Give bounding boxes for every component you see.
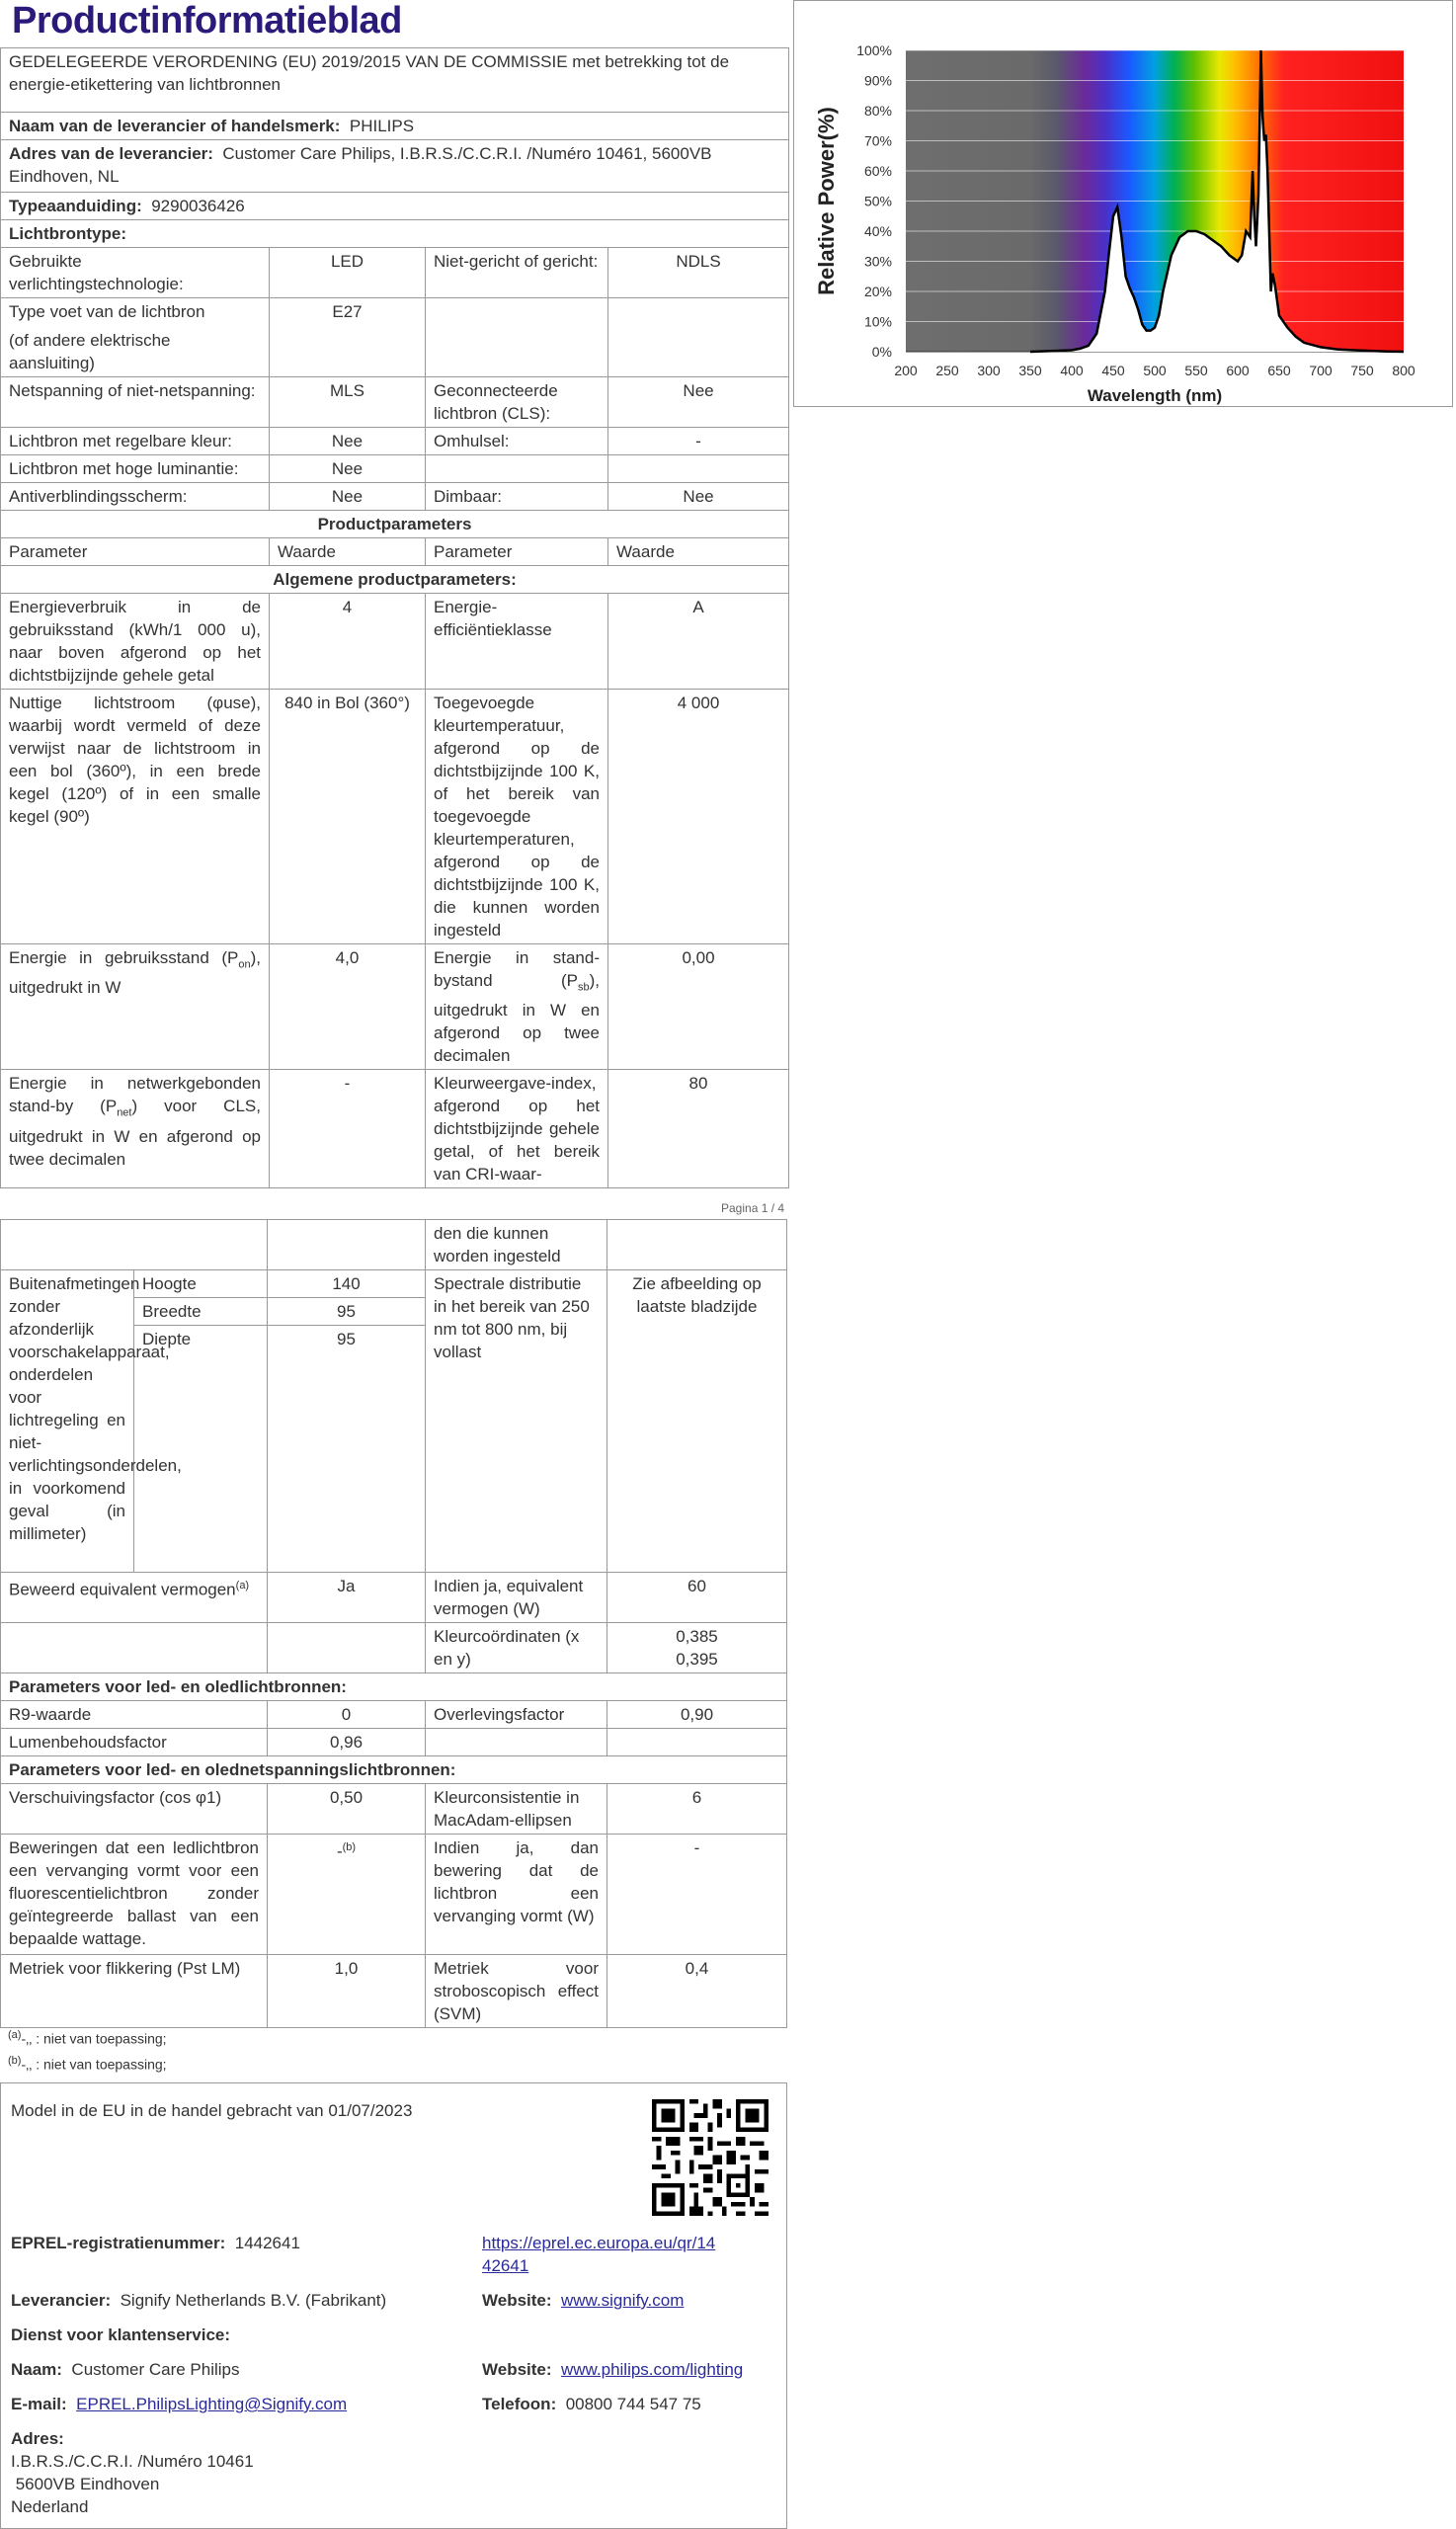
height-label: Hoogte (134, 1270, 268, 1298)
empty-cell (608, 455, 789, 483)
cosphi-value: 0,50 (268, 1784, 426, 1835)
x-tick-label: 400 (1060, 363, 1084, 378)
supplier-value: Signify Netherlands B.V. (Fabrikant) (120, 2291, 387, 2310)
macadam-label: Kleurconsistentie in MacAdam-ellipsen (426, 1784, 607, 1835)
envelope-label: Omhulsel: (426, 428, 608, 455)
pnet-label (1, 1070, 270, 1188)
empty-cell (1, 1623, 268, 1673)
eprel-value: 1442641 (234, 2234, 300, 2252)
dims-label: Buitenafmetingen zonder afzonderlijk voorschakelapparaat, onderdelen voor lichtregeling en niet-verlichtingsonderdelen, in voorkomend geval (in millimeter) (1, 1270, 134, 1573)
empty-cell (607, 1220, 787, 1270)
email-label: E-mail: (11, 2395, 67, 2413)
page-number: Pagina 1 / 4 (721, 1201, 785, 1215)
product-params-heading: Productparameters (1, 511, 789, 538)
psb-sub: sb (577, 981, 590, 994)
col-header-param: Parameter (426, 538, 608, 566)
supplier-name-row (1, 113, 789, 140)
led-mains-params-heading: Parameters voor led- en olednetspanningslichtbronnen: (1, 1756, 787, 1784)
email-link[interactable]: EPREL.PhilipsLighting@Signify.com (76, 2395, 348, 2413)
dimmable-label: Dimbaar: (426, 483, 608, 511)
connected-label: Geconnecteerde lichtbron (CLS): (426, 377, 608, 428)
footnote-a-text: -‚‚ : niet van toepassing; (21, 2030, 167, 2047)
pnet-label-a: Energie in netwerkgebonden stand-by (P (9, 1074, 261, 1116)
replace-label: Beweringen dat een ledlichtbron een vervanging vormt voor een fluorescentielichtbron zonder geïntegreerde ballast van een bepaalde wattage. (1, 1835, 268, 1955)
empty-cell (607, 1729, 787, 1756)
y-tick-label: 40% (863, 223, 892, 239)
depth-label: Diepte (134, 1326, 268, 1573)
footnote-b-sup: (b) (8, 2055, 22, 2067)
x-tick-label: 750 (1350, 363, 1374, 378)
general-params-heading: Algemene productparameters: (1, 566, 789, 594)
x-tick-label: 450 (1101, 363, 1125, 378)
depth-value: 95 (268, 1326, 426, 1573)
y-tick-label: 90% (863, 72, 892, 89)
address-line-2: 5600VB Eindhoven (11, 2475, 160, 2493)
cap-label-cell (1, 298, 270, 377)
flux-label: Nuttige lichtstroom (φuse), waarbij wordt vermeld of deze verwijst naar de lichtstroom in een bol (360º), in een brede kegel (120º) of in een smalle kegel (90º) (1, 690, 270, 944)
strobo-label: Metriek voor stroboscopisch effect (SVM) (426, 1955, 607, 2028)
r9-label: R9-waarde (1, 1701, 268, 1729)
pon-sub: on (238, 958, 251, 971)
cap-value: E27 (270, 298, 426, 377)
x-tick-label: 650 (1267, 363, 1291, 378)
empty-cell (608, 298, 789, 377)
spd-label: Spectrale distributie in het bereik van 250 nm tot 800 nm, bij vollast (426, 1270, 607, 1573)
phone-label: Telefoon: (482, 2395, 557, 2413)
col-header-value: Waarde (270, 538, 426, 566)
y-tick-label: 30% (863, 253, 892, 270)
chroma-y: 0,395 (676, 1650, 718, 1669)
y-tick-label: 100% (856, 42, 892, 58)
cri-label-a: Kleurweergave-index, afgerond op het dichtstbijzijnde gehele getal, of het bereik van CRI-waar- (426, 1070, 608, 1188)
survival-value: 0,90 (607, 1701, 787, 1729)
model-value: 9290036426 (151, 197, 245, 215)
equiv-sup: (a) (235, 1580, 250, 1591)
psb-label-a: Energie in stand-bystand (P (434, 948, 600, 990)
lumen-label: Lumenbehoudsfactor (1, 1729, 268, 1756)
regulation-text: GEDELEGEERDE VERORDENING (EU) 2019/2015 VAN DE COMMISSIE met betrekking tot de energie-etikettering van lichtbronnen (1, 48, 789, 113)
pon-label-b: ), uitgedrukt in W (9, 948, 261, 998)
eprel-url[interactable] (482, 2232, 715, 2277)
chroma-x: 0,385 (676, 1627, 718, 1646)
y-axis-label: Relative Power(%) (814, 107, 839, 295)
supplier-address-value: Customer Care Philips, I.B.R.S./C.C.R.I. /Numéro 10461, 5600VB Eindhoven, NL (9, 144, 712, 186)
eclass-label: Energie-efficiëntieklasse (426, 594, 608, 690)
pnet-label-b: ) voor CLS, uitgedrukt in W en afgerond op twee decimalen (9, 1097, 261, 1169)
eprel-label: EPREL-registratienummer: (11, 2234, 226, 2252)
empty-cell (268, 1623, 426, 1673)
pnet-value: - (270, 1070, 426, 1188)
replace-value (268, 1835, 426, 1955)
y-tick-label: 0% (871, 344, 892, 360)
anti-glare-label: Antiverblindingsscherm: (1, 483, 270, 511)
x-tick-label: 500 (1143, 363, 1167, 378)
tech-label: Gebruikte verlichtingstechnologie: (1, 248, 270, 298)
directional-value: NDLS (608, 248, 789, 298)
equiv-w-label: Indien ja, equivalent vermogen (W) (426, 1573, 607, 1623)
empty-cell (1, 1220, 268, 1270)
psb-label-b: ), uitgedrukt in W en afgerond op twee decimalen (434, 971, 600, 1066)
colour-tunable-value: Nee (270, 428, 426, 455)
footnote-b (8, 2055, 167, 2073)
y-tick-label: 50% (863, 193, 892, 209)
equiv-label-text: Beweerd equivalent vermogen (9, 1580, 236, 1599)
r9-value: 0 (268, 1701, 426, 1729)
address-line-1: I.B.R.S./C.C.R.I. /Numéro 10461 (11, 2452, 254, 2471)
supplier-address-row (1, 140, 789, 193)
x-tick-label: 550 (1184, 363, 1208, 378)
energy-value: 4 (270, 594, 426, 690)
x-tick-label: 300 (977, 363, 1001, 378)
website2-label: Website: (482, 2360, 552, 2379)
cri-value: 80 (608, 1070, 789, 1188)
header-table (0, 47, 789, 1188)
model-label: Typeaanduiding: (9, 197, 142, 215)
connected-value: Nee (608, 377, 789, 428)
cap-sub-label: (of andere elektrische aansluiting) (9, 331, 171, 372)
chroma-label: Kleurcoördinaten (x en y) (426, 1623, 607, 1673)
energy-label: Energieverbruik in de gebruiksstand (kWh/1 000 u), naar boven afgerond op het dichtstbijzijnde gehele getal (1, 594, 270, 690)
footnote-a-sup: (a) (8, 2029, 22, 2041)
phone-row (482, 2393, 701, 2415)
psb-label (426, 944, 608, 1070)
colour-tunable-label: Lichtbron met regelbare kleur: (1, 428, 270, 455)
directional-label: Niet-gericht of gericht: (426, 248, 608, 298)
empty-cell (426, 455, 608, 483)
cct-label: Toegevoegde kleurtemperatuur, afgerond op de dichtstbijzijnde 100 K, of het bereik van toegevoegde kleurtemperaturen, afgerond op de dichtstbijzijnde 100 K, die kunnen worden ingesteld (426, 690, 608, 944)
website-link[interactable]: www.signify.com (561, 2291, 685, 2310)
replace-w-label: Indien ja, dan bewering dat de lichtbron een vervanging vormt (W) (426, 1835, 607, 1955)
name-row (11, 2358, 239, 2381)
footnote-b-text: -‚‚ : niet van toepassing; (21, 2056, 167, 2073)
x-tick-label: 800 (1392, 363, 1416, 378)
cosphi-label: Verschuivingsfactor (cos φ1) (1, 1784, 268, 1835)
high-lum-value: Nee (270, 455, 426, 483)
pnet-sub: net (117, 1106, 132, 1119)
cap-label: Type voet van de lichtbron (9, 302, 205, 321)
x-tick-label: 250 (935, 363, 959, 378)
empty-cell (426, 1729, 607, 1756)
col-header-value: Waarde (608, 538, 789, 566)
dimmable-value: Nee (608, 483, 789, 511)
mains-value: MLS (270, 377, 426, 428)
y-tick-label: 80% (863, 103, 892, 119)
cct-value: 4 000 (608, 690, 789, 944)
phone-value: 00800 744 547 75 (565, 2395, 701, 2413)
spectrum-chart (794, 1, 1452, 406)
survival-label: Overlevingsfactor (426, 1701, 607, 1729)
eprel-row (11, 2232, 300, 2254)
x-tick-label: 200 (894, 363, 918, 378)
address-line-3: Nederland (11, 2497, 89, 2516)
x-axis-label: Wavelength (nm) (1087, 386, 1223, 405)
website2-row (482, 2358, 743, 2381)
empty-cell (426, 298, 608, 377)
name-value: Customer Care Philips (71, 2360, 240, 2379)
website-label: Website: (482, 2291, 552, 2310)
replace-w-value: - (607, 1835, 787, 1955)
spectrum-chart-panel (793, 0, 1453, 407)
flux-value: 840 in Bol (360°) (270, 690, 426, 944)
params-table-continued (0, 1219, 787, 2028)
y-tick-label: 70% (863, 132, 892, 149)
website-row (482, 2289, 684, 2312)
x-tick-label: 600 (1226, 363, 1250, 378)
eprel-url-line2[interactable]: 42641 (482, 2256, 529, 2275)
led-params-heading: Parameters voor led- en oledlichtbronnen: (1, 1673, 787, 1701)
equiv-label (1, 1573, 268, 1623)
website2-link[interactable]: www.philips.com/lighting (561, 2360, 744, 2379)
pon-label-a: Energie in gebruiksstand (P (9, 948, 239, 967)
y-tick-label: 60% (863, 163, 892, 179)
width-label: Breedte (134, 1298, 268, 1326)
x-tick-label: 700 (1309, 363, 1333, 378)
tech-value: LED (270, 248, 426, 298)
lightsource-type-label: Lichtbrontype: (1, 220, 789, 248)
anti-glare-value: Nee (270, 483, 426, 511)
email-row (11, 2393, 347, 2415)
psb-value: 0,00 (608, 944, 789, 1070)
address-label: Adres: (11, 2429, 64, 2448)
x-tick-label: 350 (1018, 363, 1042, 378)
replace-dash: - (336, 1841, 343, 1861)
macadam-value: 6 (607, 1784, 787, 1835)
supplier-label: Leverancier: (11, 2291, 112, 2310)
mains-label: Netspanning of niet-netspanning: (1, 377, 270, 428)
eprel-url-line1[interactable]: https://eprel.ec.europa.eu/qr/14 (482, 2234, 716, 2252)
strobo-value: 0,4 (607, 1955, 787, 2028)
lumen-value: 0,96 (268, 1729, 426, 1756)
empty-cell (268, 1220, 426, 1270)
eclass-value: A (608, 594, 789, 690)
equiv-value: Ja (268, 1573, 426, 1623)
spd-value: Zie afbeelding op laatste bladzijde (607, 1270, 787, 1573)
model-row (1, 193, 789, 220)
equiv-w-value: 60 (607, 1573, 787, 1623)
pon-label (1, 944, 270, 1070)
flicker-label: Metriek voor flikkering (Pst LM) (1, 1955, 268, 2028)
col-header-param: Parameter (1, 538, 270, 566)
page-title: Productinformatieblad (12, 0, 402, 41)
height-value: 140 (268, 1270, 426, 1298)
supplier-address-label: Adres van de leverancier: (9, 144, 213, 163)
cri-label-b: den die kunnen worden ingesteld (426, 1220, 607, 1270)
supplier-name-value: PHILIPS (349, 117, 415, 135)
flicker-value: 1,0 (268, 1955, 426, 2028)
service-label: Dienst voor klantenservice: (11, 2325, 231, 2344)
supplier-name-label: Naam van de leverancier of handelsmerk: (9, 117, 341, 135)
width-value: 95 (268, 1298, 426, 1326)
footnote-a (8, 2029, 167, 2047)
chroma-value (607, 1623, 787, 1673)
market-date: Model in de EU in de handel gebracht van 01/07/2023 (11, 2101, 413, 2120)
name-label: Naam: (11, 2360, 62, 2379)
replace-sup: (b) (342, 1841, 357, 1853)
high-lum-label: Lichtbron met hoge luminantie: (1, 455, 270, 483)
pon-value: 4,0 (270, 944, 426, 1070)
qr-code-icon (652, 2099, 768, 2216)
y-tick-label: 10% (863, 313, 892, 330)
supplier-row (11, 2289, 386, 2312)
envelope-value: - (608, 428, 789, 455)
y-tick-label: 20% (863, 284, 892, 299)
